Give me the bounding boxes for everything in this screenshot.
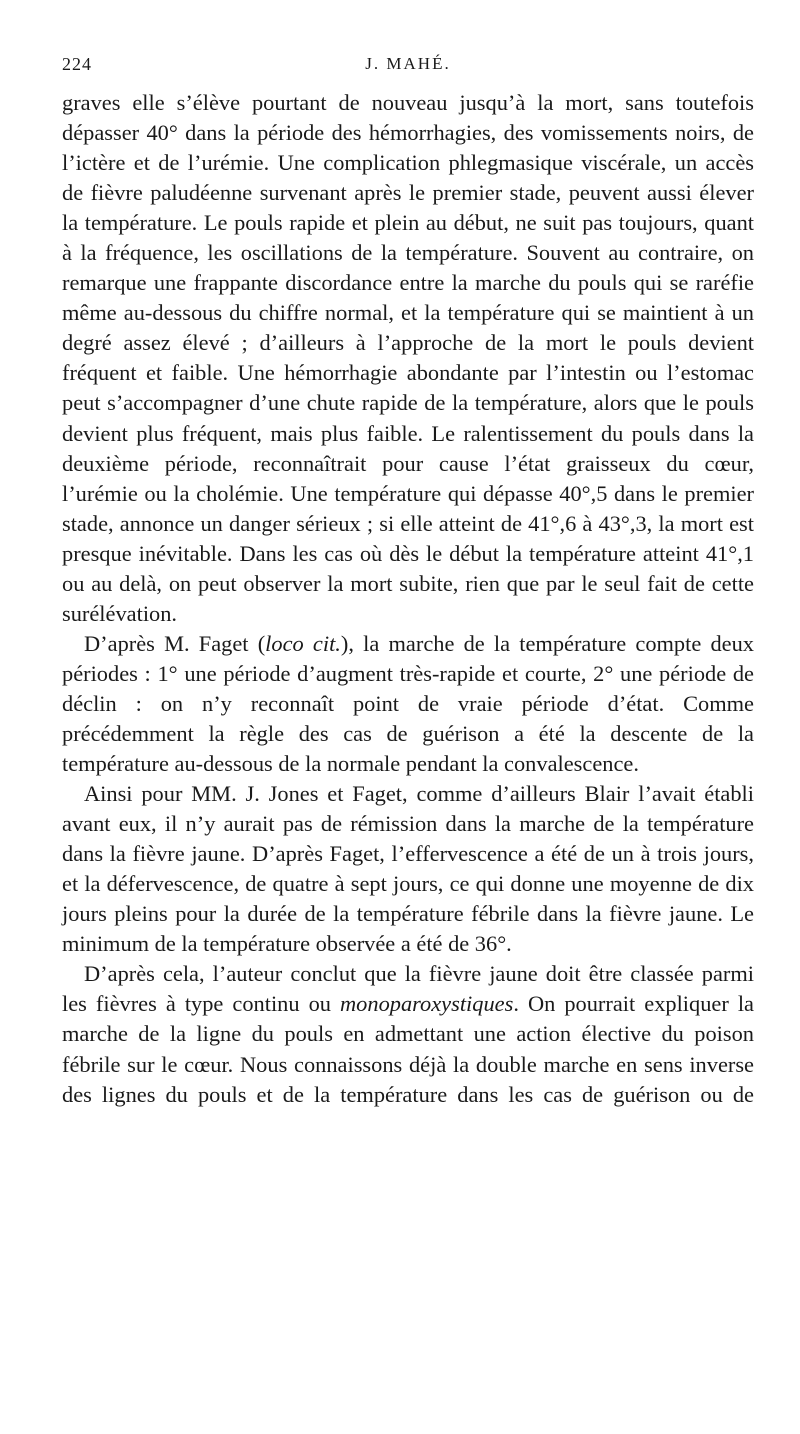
book-page xyxy=(62,54,754,1110)
running-head xyxy=(62,54,754,88)
italic-text: monoparoxystiques xyxy=(340,991,514,1017)
body-text xyxy=(62,88,754,1110)
running-title: J. MAHÉ. xyxy=(365,54,451,73)
paragraph xyxy=(62,88,754,629)
text-run: Ainsi pour MM. J. Jones et Faget, comme d’ailleurs Blair l’avait établi avant eux, il n’y aurait pas de rémission dans la marche de la température dans la fièvre jaune. D’après Faget, l’effervescence a été de un à trois jours, et la défervescence, de quatre à sept jours, ce qui donne une moyenne de dix jours pleins pour la durée de la température fébrile dans la fièvre jaune. Le minimum de la température observée a été de 36°. xyxy=(62,781,754,957)
text-run: graves elle s’élève pourtant de nouveau jusqu’à la mort, sans toutefois dépasser 40° dans la période des hémorrhagies, des vomissements noirs, de l’ictère et de l’urémie. Une complication phlegmasique viscérale, un accès de fièvre paludéenne survenant après le premier stade, peuvent aussi élever la température. Le pouls rapide et plein au début, ne suit pas toujours, quant à la fréquence, les oscillations de la température. Souvent au contraire, on remarque une frappante discordance entre la marche du pouls qui se raréfie même au-dessous du chiffre normal, et la température qui se maintient à un degré assez élevé ; d’ailleurs à l’approche de la mort le pouls devient fréquent et faible. Une hémorrhagie abondante par l’intestin ou l’estomac peut s’accompagner d’une chute rapide de la température, alors que le pouls devient plus fréquent, mais plus faible. Le ralentissement du pouls dans la deuxième période, reconnaîtrait pour cause l’état graisseux du cœur, l’urémie ou la cholémie. Une température qui dépasse 40°,5 dans le premier stade, annonce un danger sérieux ; si elle atteint de 41°,6 à 43°,3, la mort est presque inévitable. Dans les cas où dès le début la température atteint 41°,1 ou au delà, on peut observer la mort subite, rien que par le seul fait de cette surélévation. xyxy=(62,90,754,626)
paragraph xyxy=(62,629,754,779)
text-run: D’après cela, l’auteur conclut que la fièvre jaune doit être classée parmi les fièvres à type continu ou xyxy=(62,961,754,1017)
text-run: ), la marche de la température compte deux périodes : 1° une période d’augment très-rapide et courte, 2° une période de déclin : on n’y reconnaît point de vraie période d’état. Comme précédemment la règle des cas de guérison a été la descente de la température au-dessous de la normale pendant la convalescence. xyxy=(62,630,755,777)
text-run: D’après M. Faget ( xyxy=(84,630,266,656)
page-number: 224 xyxy=(62,54,92,74)
italic-text: loco cit. xyxy=(265,630,341,656)
paragraph xyxy=(62,959,754,1109)
text-run: . On pourrait expliquer la marche de la ligne du pouls en admettant une action élective du poison fébrile sur le cœur. Nous connaissons déjà la double marche en sens inverse des lignes du pouls et de la température dans les cas de guérison ou de xyxy=(62,991,754,1107)
paragraph xyxy=(62,779,754,959)
